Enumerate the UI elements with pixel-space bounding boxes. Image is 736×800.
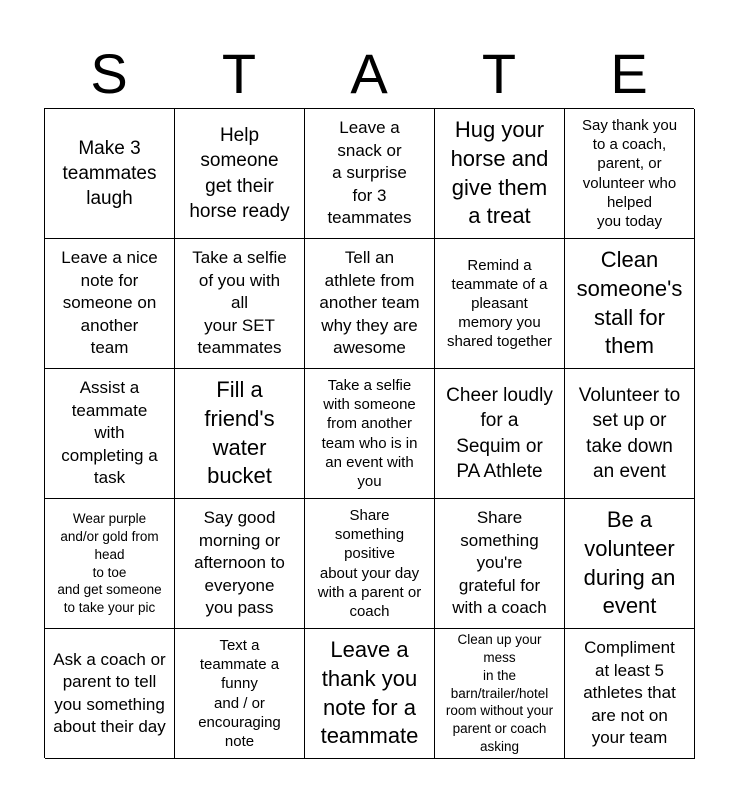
bingo-cell-r2-c3 bbox=[305, 239, 435, 369]
bingo-cell-r2-c5 bbox=[565, 239, 695, 369]
header-letter-t: T bbox=[221, 42, 257, 105]
bingo-cell-r1-c5 bbox=[565, 109, 695, 239]
bingo-cell-text: Leave a nice note for someone on another team bbox=[61, 248, 158, 358]
bingo-cell-text: Share something positive about your day with a parent or coach bbox=[317, 506, 422, 620]
bingo-cell-text: Be a volunteer during an event bbox=[583, 507, 676, 619]
bingo-cell-text: Clean up your mess in the barn/trailer/hotel room without your parent or coach asking bbox=[445, 632, 554, 755]
bingo-cell-text: Tell an athlete from another team why they are awesome bbox=[319, 248, 420, 358]
bingo-cell-text: Say thank you to a coach, parent, or volunteer who helped you today bbox=[581, 116, 678, 230]
bingo-cell-r2-c2 bbox=[175, 239, 305, 369]
bingo-cell-text: Assist a teammate with completing a task bbox=[61, 378, 158, 488]
bingo-cell-r1-c3 bbox=[305, 109, 435, 239]
bingo-cell-r5-c4 bbox=[435, 629, 565, 759]
bingo-cell-r4-c1 bbox=[45, 499, 175, 629]
bingo-cell-r5-c2 bbox=[175, 629, 305, 759]
bingo-cell-text: Share something you're grateful for with a coach bbox=[452, 508, 547, 618]
header-letter-a: A bbox=[350, 42, 388, 105]
bingo-cell-text: Remind a teammate of a pleasant memory you shared together bbox=[446, 256, 553, 351]
bingo-cell-text: Cheer loudly for a Sequim or PA Athlete bbox=[446, 384, 553, 482]
header-letter-t-2: T bbox=[481, 42, 517, 105]
bingo-cell-r3-c4 bbox=[435, 369, 565, 499]
bingo-cell-r1-c1 bbox=[45, 109, 175, 239]
bingo-header bbox=[44, 40, 694, 108]
bingo-cell-r4-c5 bbox=[565, 499, 695, 629]
bingo-cell-text: Text a teammate a funny and / or encouraging note bbox=[198, 636, 281, 750]
bingo-cell-text: Wear purple and/or gold from head to toe and get someone to take your pic bbox=[57, 511, 162, 616]
bingo-cell-r4-c4 bbox=[435, 499, 565, 629]
bingo-cell-text: Make 3 teammates laugh bbox=[62, 137, 157, 210]
bingo-cell-r4-c2 bbox=[175, 499, 305, 629]
bingo-cell-text: Say good morning or afternoon to everyone you pass bbox=[194, 508, 285, 618]
bingo-cell-text: Volunteer to set up or take down an event bbox=[578, 384, 681, 482]
bingo-cell-r3-c5 bbox=[565, 369, 695, 499]
header-letter-s: S bbox=[90, 42, 128, 105]
bingo-cell-r1-c2 bbox=[175, 109, 305, 239]
bingo-cell-r3-c1 bbox=[45, 369, 175, 499]
bingo-cell-text: Help someone get their horse ready bbox=[189, 124, 290, 222]
bingo-cell-text: Fill a friend's water bucket bbox=[204, 377, 275, 489]
bingo-cell-r1-c4 bbox=[435, 109, 565, 239]
bingo-cell-r5-c1 bbox=[45, 629, 175, 759]
bingo-grid bbox=[44, 108, 694, 758]
bingo-cell-r3-c2 bbox=[175, 369, 305, 499]
bingo-cell-text: Take a selfie of you with all your SET teammates bbox=[192, 248, 287, 358]
bingo-cell-text: Take a selfie with someone from another team who is in an event with you bbox=[321, 376, 418, 490]
bingo-cell-r5-c5 bbox=[565, 629, 695, 759]
bingo-cell-r2-c4 bbox=[435, 239, 565, 369]
bingo-cell-text: Compliment at least 5 athletes that are not on your team bbox=[583, 638, 676, 748]
bingo-cell-r5-c3 bbox=[305, 629, 435, 759]
bingo-cell-text: Clean someone's stall for them bbox=[576, 247, 683, 359]
bingo-cell-text: Leave a thank you note for a teammate bbox=[320, 637, 419, 749]
bingo-cell-r4-c3 bbox=[305, 499, 435, 629]
bingo-cell-text: Hug your horse and give them a treat bbox=[450, 117, 549, 229]
bingo-cell-r3-c3 bbox=[305, 369, 435, 499]
bingo-cell-text: Ask a coach or parent to tell you something about their day bbox=[53, 649, 166, 736]
header-letter-e: E bbox=[610, 42, 648, 105]
bingo-cell-text: Leave a snack or a surprise for 3 teammates bbox=[327, 118, 412, 228]
bingo-cell-r2-c1 bbox=[45, 239, 175, 369]
